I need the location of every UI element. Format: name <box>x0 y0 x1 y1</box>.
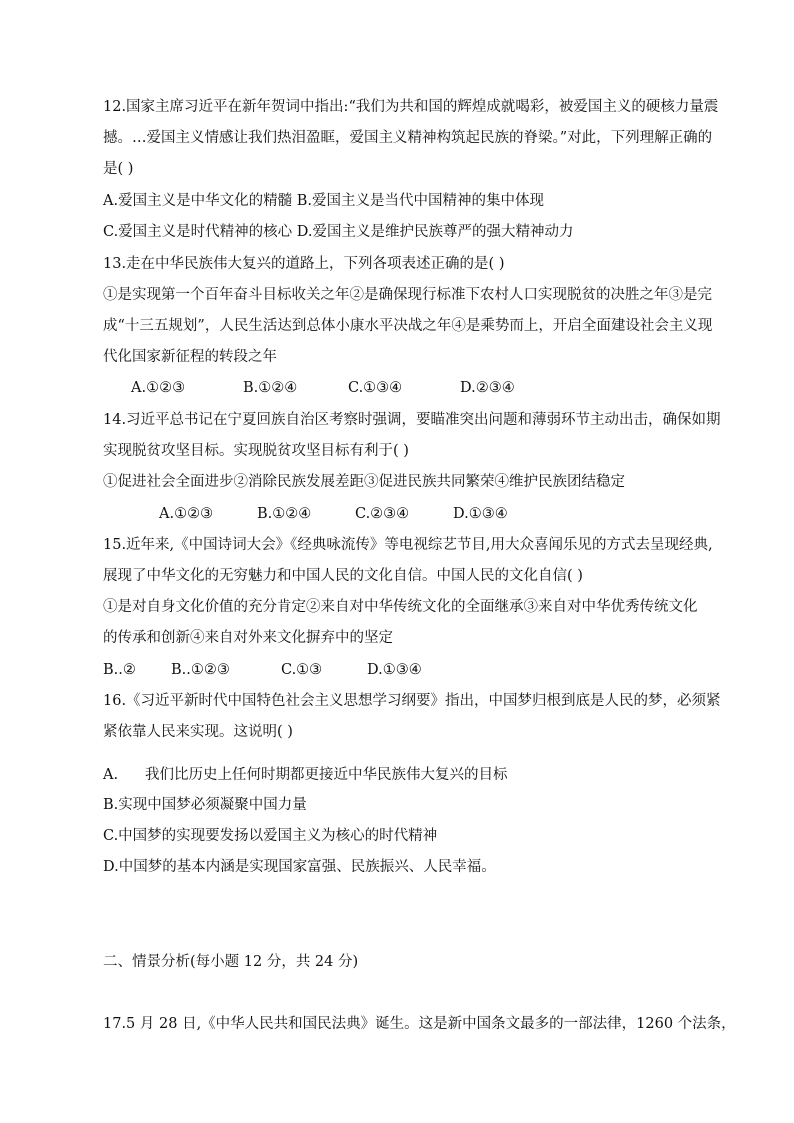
q13-option-b: B.①②④ <box>243 380 298 396</box>
q16-option-d: D.中国梦的基本内涵是实现国家富强、民族振兴、人民幸福。 <box>103 859 496 875</box>
q12-stem-line-1: 12.国家主席习近平在新年贺词中指出:“我们为共和国的辉煌成就喝彩，被爱国主义的硬核力量震 <box>103 99 719 115</box>
q14-option-b: B.①②④ <box>257 506 312 522</box>
q16-stem-line-2: 紧依靠人民来实现。这说明( ) <box>103 724 293 740</box>
q16-option-a <box>103 765 703 785</box>
q13-options <box>131 378 515 398</box>
q12-options-ab: A.爱国主义是中华文化的精髓 B.爱国主义是当代中国精神的集中体现 <box>103 193 544 209</box>
q13-option-d: D.②③④ <box>460 380 515 396</box>
q17-stem-line-1: 17.5 月 28 日,《中华人民共和国民法典》诞生。这是新中国条文最多的一部法律，1260 个法条， <box>103 1016 736 1032</box>
q13-stem-line-3: 成“十三五规划”，人民生活达到总体小康水平决战之年④是乘势而上，开启全面建设社会主义现 <box>103 318 713 334</box>
q13-stem-line-4: 代化国家新征程的转段之年 <box>103 349 277 365</box>
q12-stem-line-3: 是( ) <box>103 161 134 177</box>
q16-stem-line-1: 16.《习近平新时代中国特色社会主义思想学习纲要》指出，中国梦归根到底是人民的梦，必须紧 <box>103 693 721 709</box>
q12-stem-line-2: 撼。…爱国主义情感让我们热泪盈眶，爱国主义精神构筑起民族的脊梁。”对此，下列理解正确的 <box>103 130 713 146</box>
q14-option-a: A.①②③ <box>159 506 214 522</box>
q16-option-c: C.中国梦的实现要发扬以爱国主义为核心的时代精神 <box>103 828 438 844</box>
q15-stem-line-2: 展现了中华文化的无穷魅力和中国人民的文化自信。中国人民的文化自信( ) <box>103 568 583 584</box>
q15-option-3: C.①③ <box>281 662 323 678</box>
q13-option-a: A.①②③ <box>131 380 186 396</box>
q16-option-a-text: 我们比历史上任何时期都更接近中华民族伟大复兴的目标 <box>145 767 508 783</box>
q13-stem-line-2: ①是实现第一个百年奋斗目标收关之年②是确保现行标准下农村人口实现脱贫的决胜之年③是完 <box>103 287 712 303</box>
q14-stem-line-2: 实现脱贫攻坚目标。实现脱贫攻坚目标有利于( ) <box>103 443 409 459</box>
q15-stem-line-1: 15.近年来,《中国诗词大会》《经典咏流传》等电视综艺节目,用大众喜闻乐见的方式去呈现经典, <box>103 537 713 553</box>
q15-option-4: D.①③④ <box>367 662 422 678</box>
q15-stem-line-3: ①是对自身文化价值的充分肯定②来自对中华传统文化的全面继承③来自对中华优秀传统文化 <box>103 599 698 615</box>
q14-stem-line-1: 14.习近平总书记在宁夏回族自治区考察时强调，要瞄准突出问题和薄弱环节主动出击，确保如期 <box>103 412 721 428</box>
q14-option-d: D.①③④ <box>453 506 508 522</box>
q15-options <box>103 660 422 680</box>
q16-option-a-label: A. <box>103 767 119 783</box>
q13-stem-line-1: 13.走在中华民族伟大复兴的道路上，下列各项表述正确的是( ) <box>103 256 505 272</box>
q14-options <box>159 504 508 524</box>
section-2-heading: 二、情景分析(每小题 12 分，共 24 分) <box>103 954 359 970</box>
q12-options-cd: C.爱国主义是时代精神的核心 D.爱国主义是维护民族尊严的强大精神动力 <box>103 224 574 240</box>
q15-option-1: B..② <box>103 662 136 678</box>
q13-option-c: C.①③④ <box>348 380 403 396</box>
q16-option-b: B.实现中国梦必须凝聚中国力量 <box>103 797 307 813</box>
q15-stem-line-4: 的传承和创新④来自对外来文化摒弃中的坚定 <box>103 630 393 646</box>
q14-option-c: C.②③④ <box>355 506 410 522</box>
q14-stem-line-3: ①促进社会全面进步②消除民族发展差距③促进民族共同繁荣④维护民族团结稳定 <box>103 474 625 490</box>
q15-option-2: B..①②③ <box>171 662 230 678</box>
